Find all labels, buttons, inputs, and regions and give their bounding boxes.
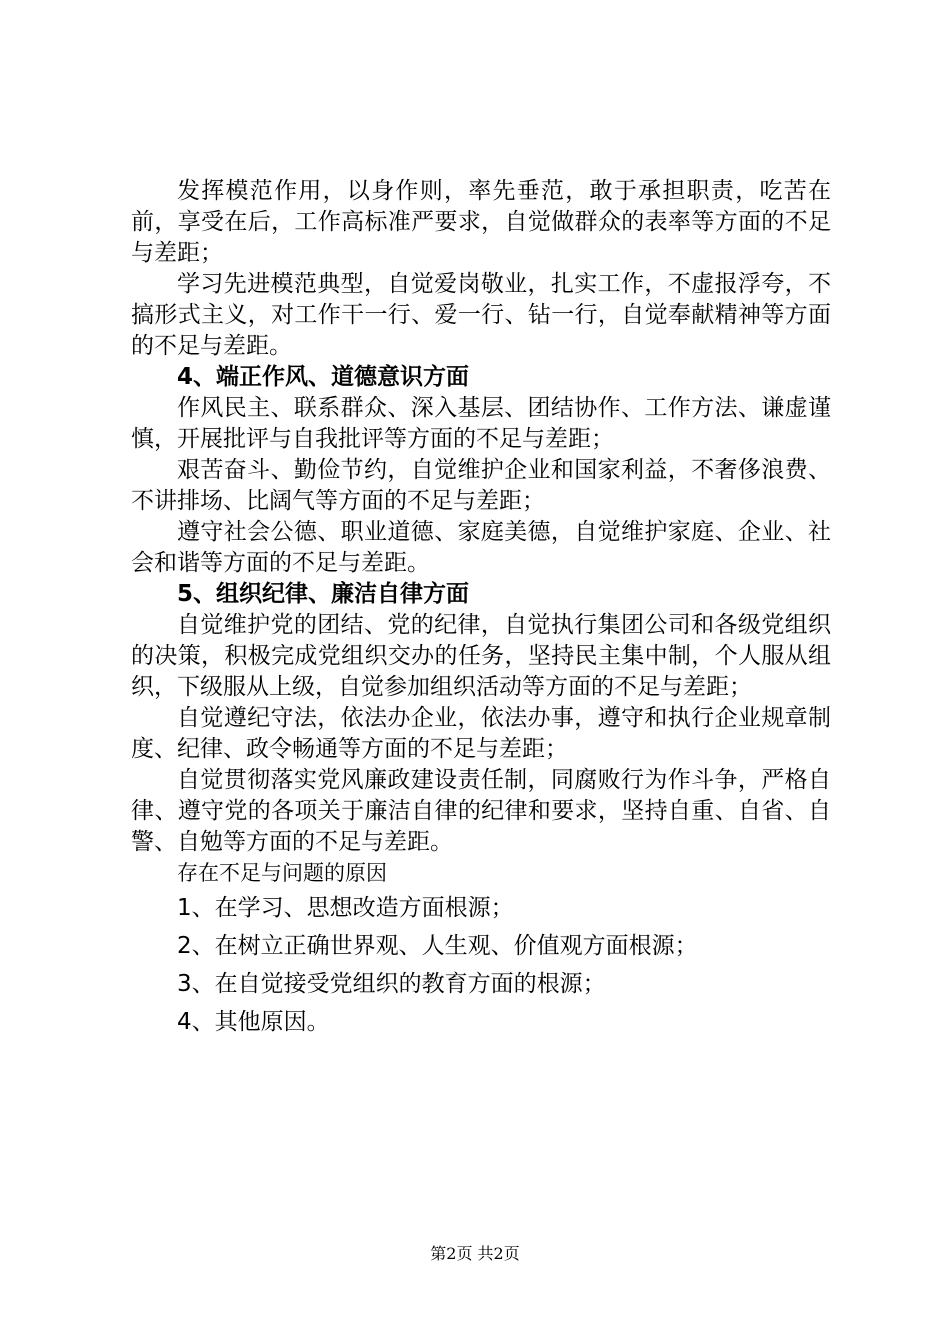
paragraph-anti-corruption: 自觉贯彻落实党风廉政建设责任制，同腐败行为作斗争，严格自律、遵守党的各项关于廉洁自律的纪律和要求，坚持自重、自省、自警、自勉等方面的不足与差距。 bbox=[131, 767, 831, 855]
cause-item: 4、其他原因。 bbox=[177, 1009, 330, 1035]
cause-item: 3、在自觉接受党组织的教育方面的根源； bbox=[177, 971, 606, 997]
paragraph-party-unity: 自觉维护党的团结、党的纪律，自觉执行集团公司和各级党组织的决策，积极完成党组织交办的任务，坚持民主集中制，个人服从组织，下级服从上级，自觉参加组织活动等方面的不足与差距； bbox=[131, 612, 831, 700]
cause-item: 1、在学习、思想改造方面根源； bbox=[177, 895, 514, 921]
cause-item: 2、在树立正确世界观、人生观、价值观方面根源； bbox=[177, 933, 698, 959]
document-body bbox=[131, 176, 831, 1041]
paragraph-work-style: 作风民主、联系群众、深入基层、团结协作、工作方法、谦虚谨慎，开展批评与自我批评等方面的不足与差距； bbox=[131, 395, 831, 452]
paragraph-model-role: 发挥模范作用，以身作则，率先垂范，敢于承担职责，吃苦在前，享受在后，工作高标准严要求，自觉做群众的表率等方面的不足与差距； bbox=[131, 178, 831, 266]
paragraph-law-abiding: 自觉遵纪守法，依法办企业，依法办事，遵守和执行企业规章制度、纪律、政令畅通等方面的不足与差距； bbox=[131, 705, 831, 762]
page-footer: 第2页 共2页 bbox=[430, 1244, 520, 1263]
paragraph-learn-models: 学习先进模范典型，自觉爱岗敬业，扎实工作，不虚报浮夸，不搞形式主义，对工作干一行、爱一行、钻一行，自觉奉献精神等方面的不足与差距。 bbox=[131, 271, 831, 359]
causes-heading: 存在不足与问题的原因 bbox=[177, 861, 387, 885]
paragraph-social-ethics: 遵守社会公德、职业道德、家庭美德，自觉维护家庭、企业、社会和谐等方面的不足与差距。 bbox=[131, 519, 831, 576]
section-heading-4: 4、端正作风、道德意识方面 bbox=[177, 364, 470, 390]
section-heading-5: 5、组织纪律、廉洁自律方面 bbox=[177, 581, 470, 607]
paragraph-frugality: 艰苦奋斗、勤俭节约，自觉维护企业和国家利益，不奢侈浪费、不讲排场、比阔气等方面的不足与差距； bbox=[131, 457, 831, 514]
